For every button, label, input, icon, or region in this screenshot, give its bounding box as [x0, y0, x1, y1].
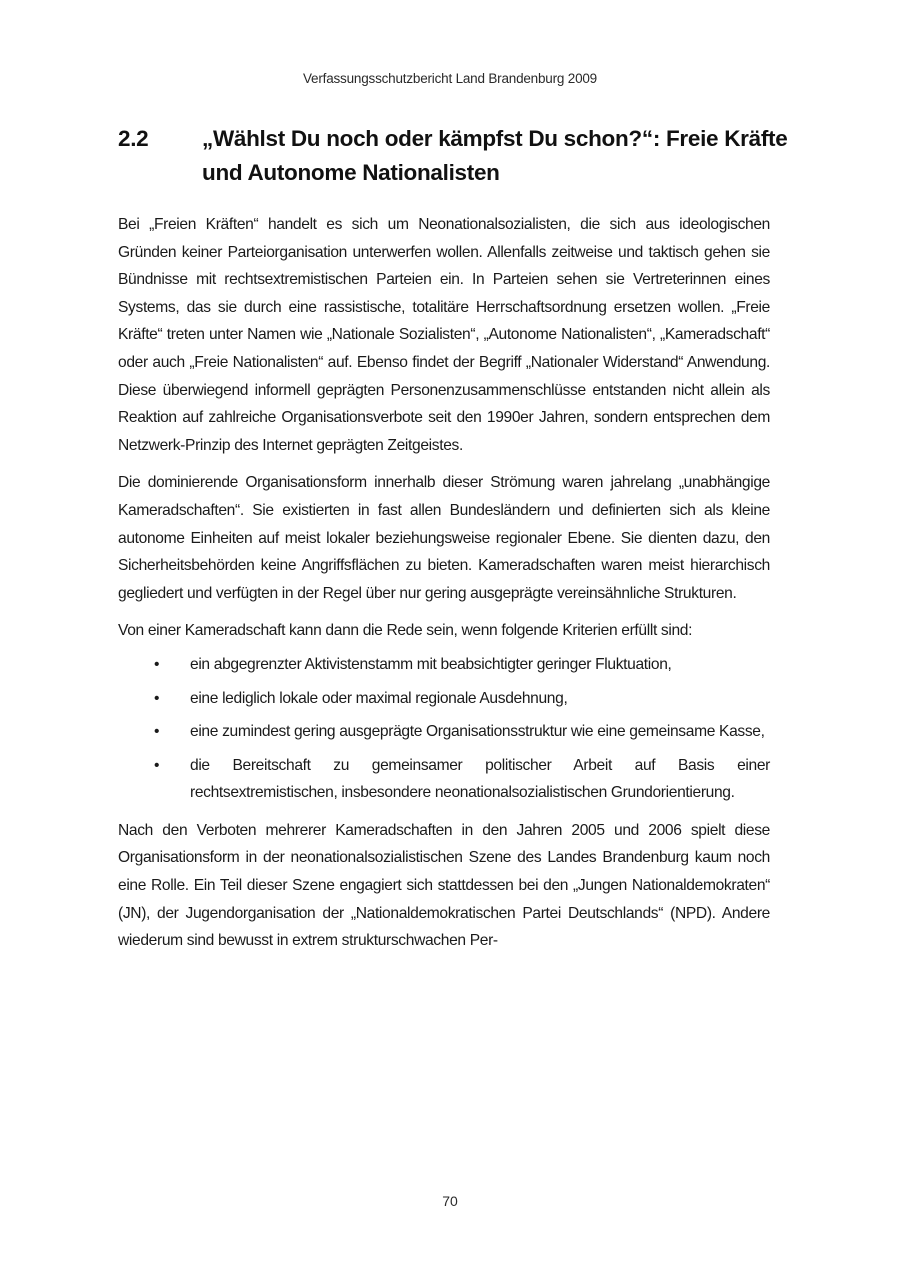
list-item — [118, 752, 770, 807]
list-item — [118, 651, 770, 679]
list-item-text: eine zumindest gering ausgeprägte Organisationsstruktur wie eine gemeinsame Kasse, — [190, 723, 765, 741]
body-text — [118, 211, 770, 965]
paragraph: Bei „Freien Kräften“ handelt es sich um Neonationalsozialisten, die sich aus ideologischen Gründen keiner Parteiorganisation unterwerfen wollen. Allenfalls zeitweise und taktisch gehen sie Bündnisse mit rechtsextremistischen Parteien ein. In Parteien sehen sie Vertreterinnen eines Systems, das sie durch eine rassistische, totalitäre Herrschaftsordnung ersetzen wollen. „Freie Kräfte“ treten unter Namen wie „Nationale Sozialisten“, „Autonome Nationalisten“, „Kameradschaft“ oder auch „Freie Nationalisten“ auf. Ebenso findet der Begriff „Nationaler Widerstand“ Anwendung. Diese überwiegend informell geprägten Personenzusammenschlüsse entstanden nicht allein als Reaktion auf zahlreiche Organisationsverbote seit den 1990er Jahren, sondern entsprechen dem Netzwerk-Prinzip des Internet geprägten Zeitgeistes. — [118, 216, 770, 454]
paragraph: Die dominierende Organisationsform innerhalb dieser Strömung waren jahrelang „unabhängige Kameradschaften“. Sie existierten in fast allen Bundesländern und definierten sich als kleine autonome Einheiten auf meist lokaler beziehungsweise regionaler Ebene. Sie dienten dazu, den Sicherheitsbehörden keine Angriffsflächen zu bieten. Kameradschaften waren meist hierarchisch gegliedert und verfügten in der Regel über nur gering ausgeprägte vereinsähnliche Strukturen. — [118, 474, 770, 602]
list-item-text: ein abgegrenzter Aktivistenstamm mit beabsichtigter geringer Fluktuation, — [190, 655, 672, 673]
section-title: „Wählst Du noch oder kämpfst Du schon?“: Freie Kräfte und Autonome Nationalisten — [202, 126, 788, 185]
list-item-text: eine lediglich lokale oder maximal regionale Ausdehnung, — [190, 689, 568, 707]
paragraph: Nach den Verboten mehrerer Kameradschaften in den Jahren 2005 und 2006 spielt diese Organisationsform in der neonationalsozialistischen Szene des Landes Brandenburg kaum noch eine Rolle. Ein Teil dieser Szene engagiert sich stattdessen bei den „Jungen Nationaldemokraten“ (JN), der Jugendorganisation der „Nationaldemokratischen Partei Deutschlands“ (NPD). Andere wiederum sind bewusst in extrem strukturschwachen Per- — [118, 821, 770, 950]
list-item — [118, 685, 770, 713]
criteria-list — [118, 651, 770, 807]
bullet-icon: • — [154, 756, 160, 774]
paragraph: Von einer Kameradschaft kann dann die Rede sein, wenn folgende Kriterien erfüllt sind: — [118, 622, 693, 640]
list-item-text: die Bereitschaft zu gemeinsamer politischer Arbeit auf Basis einer rechtsextremistischen, insbesondere neonationalsozialistischen Grundorientierung. — [190, 756, 770, 802]
page-number: 70 — [442, 1193, 458, 1209]
running-header: Verfassungsschutzbericht Land Brandenburg 2009 — [302, 71, 597, 86]
section-heading — [118, 122, 798, 190]
bullet-icon: • — [154, 655, 160, 673]
bullet-icon: • — [154, 723, 160, 741]
section-number: 2.2 — [118, 126, 149, 151]
list-item — [118, 718, 770, 746]
bullet-icon: • — [154, 689, 160, 707]
